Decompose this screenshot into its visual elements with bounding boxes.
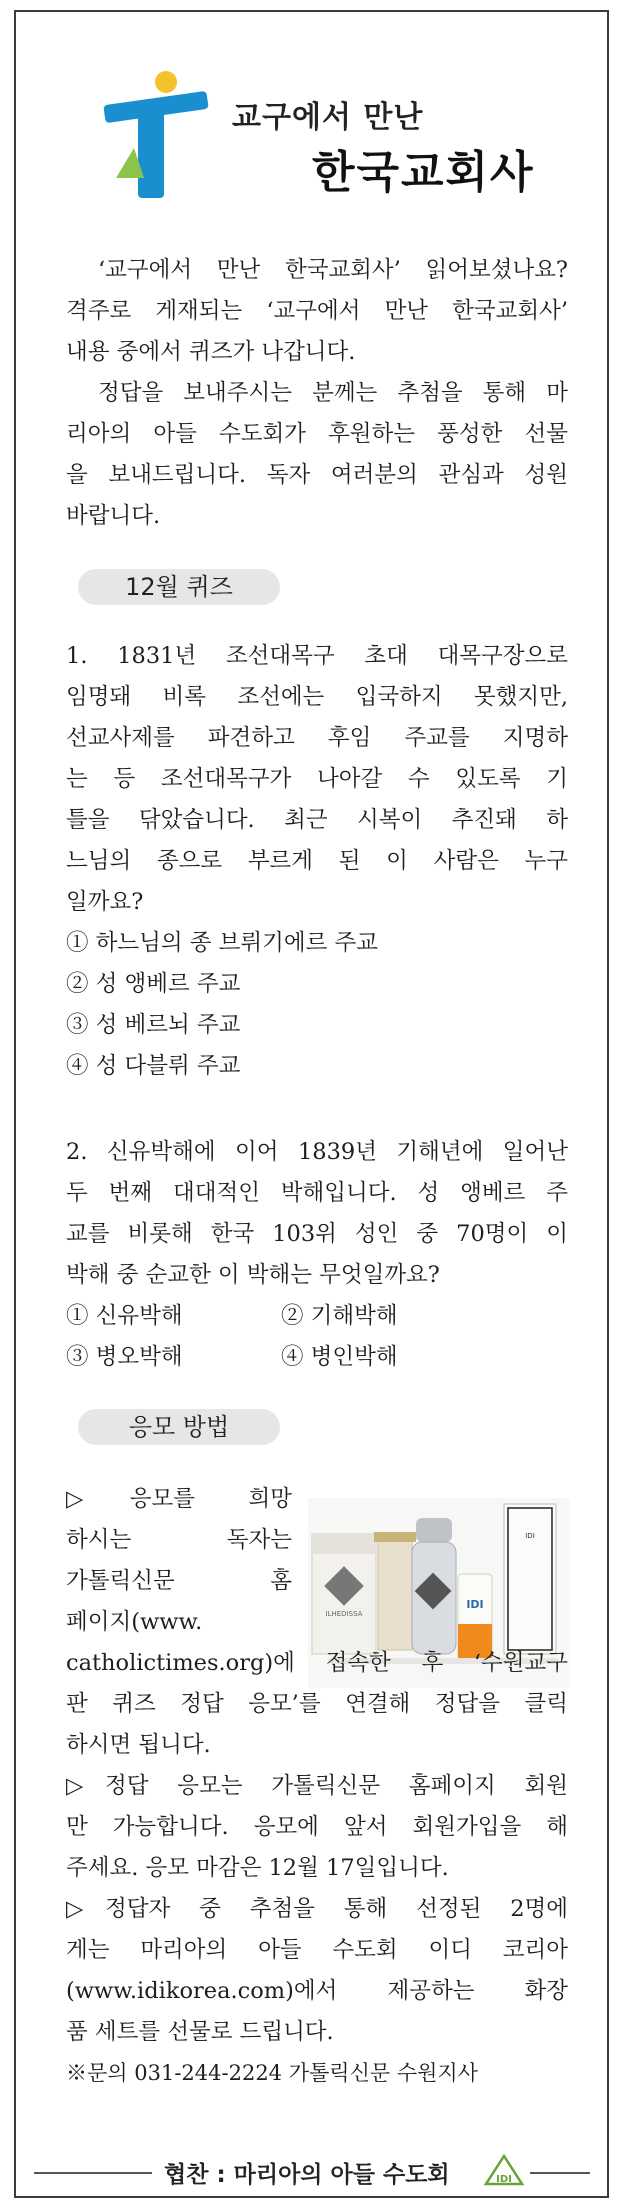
apply-line: ▷응모를 희망 — [66, 1486, 292, 1512]
sponsor-footer — [14, 2150, 609, 2196]
answer-option: ② 성 앵베르 주교 — [66, 971, 241, 997]
apply-section-label: 응모 방법 — [78, 1409, 280, 1445]
tube-label: IDI — [466, 1598, 484, 1611]
question-line: 는 등 조선대목구가 나아갈 수 있도록 기 — [66, 766, 568, 792]
text-line: 리아의 아들 수도회가 후원하는 풍성한 선물 — [66, 421, 568, 447]
quiz-section-label: 12월 퀴즈 — [78, 569, 280, 605]
answer-option: ② 기해박해 — [281, 1303, 398, 1329]
question-line: 박해 중 순교한 이 박해는 무엇일까요? — [66, 1262, 440, 1288]
text-line: 을 보내드립니다. 독자 여러분의 관심과 성원 — [66, 462, 568, 488]
apply-narrow-text — [66, 1479, 292, 1643]
idi-logo-icon — [484, 2154, 524, 2192]
apply-line: (www.idikorea.com)에서 제공하는 화장 — [66, 1978, 568, 2004]
text-line: 정답을 보내주시는 분께는 추첨을 통해 마 — [98, 380, 568, 406]
apply-line: 판 퀴즈 정답 응모’를 연결해 정답을 클릭 — [66, 1691, 568, 1717]
intro-paragraph-2 — [66, 373, 568, 537]
answer-option: ④ 병인박해 — [281, 1344, 398, 1370]
question-line: 선교사제를 파견하고 후임 주교를 지명하 — [66, 725, 568, 751]
footer-rule-right — [530, 2172, 590, 2174]
answer-option: ④ 성 다블뤼 주교 — [66, 1053, 241, 1079]
quiz-question-1 — [66, 636, 568, 1087]
question-line: 교를 비롯해 한국 103위 성인 중 70명이 이 — [66, 1221, 568, 1247]
apply-line: 만 가능합니다. 응모에 앞서 회원가입을 해 — [66, 1814, 568, 1840]
question-line: 느님의 종으로 부르게 된 이 사람은 누구 — [66, 848, 568, 874]
tall-box-label: IDI — [525, 1532, 535, 1540]
apply-text — [66, 1643, 568, 2094]
question-line: 틀을 닦았습니다. 최근 시복이 추진돼 하 — [66, 807, 568, 833]
question-line: 두 번째 대대적인 박해입니다. 성 앵베르 주 — [66, 1180, 568, 1206]
apply-line: 품 세트를 선물로 드립니다. — [66, 2019, 334, 2045]
question-line: 일까요? — [66, 889, 144, 915]
footer-rule-left — [34, 2172, 152, 2174]
apply-line: 게는 마리아의 아들 수도회 이디 코리아 — [66, 1937, 568, 1963]
apply-line: 주세요. 응모 마감은 12월 17일입니다. — [66, 1855, 449, 1881]
contact-line: ※문의 031-244-2224 가톨릭신문 수원지사 — [66, 2061, 478, 2085]
question-line: 1. 1831년 조선대목구 초대 대목구장으로 — [66, 643, 568, 669]
answer-option: ① 신유박해 — [66, 1303, 183, 1329]
apply-line: ▷정답자 중 추첨을 통해 선정된 2명에 — [66, 1896, 568, 1922]
quiz-question-2 — [66, 1132, 568, 1378]
text-line: 바랍니다. — [66, 503, 161, 529]
question-line: 2. 신유박해에 이어 1839년 기해년에 일어난 — [66, 1139, 568, 1165]
footer-mark-label: IDI — [496, 2174, 512, 2185]
text-line: 격주로 게재되는 ‘교구에서 만난 한국교회사’ — [66, 298, 568, 324]
apply-line: 하시는 독자는 — [66, 1527, 292, 1553]
apply-line: ▷정답 응모는 가톨릭신문 홈페이지 회원 — [66, 1773, 568, 1799]
apply-line: 페이지(www. — [66, 1609, 203, 1635]
question-line: 임명돼 비록 조선에는 입국하지 못했지만, — [66, 684, 568, 710]
answer-option: ① 하느님의 종 브뤼기에르 주교 — [66, 930, 378, 956]
cross-logo-icon — [96, 70, 216, 200]
text-line: ‘교구에서 만난 한국교회사’ 읽어보셨나요? — [98, 257, 568, 283]
apply-line: catholictimes.org)에 접속한 후 ‘수원교구 — [66, 1650, 568, 1676]
apply-line: 가톨릭신문 홈 — [66, 1568, 292, 1594]
text-line: 내용 중에서 퀴즈가 나갑니다. — [66, 339, 356, 365]
header-title-big: 한국교회사 — [312, 147, 535, 198]
intro-paragraph-1 — [66, 250, 568, 373]
apply-line: 하시면 됩니다. — [66, 1732, 211, 1758]
answer-option: ③ 병오박해 — [66, 1344, 183, 1370]
product-box-label: ILHEDISSA — [325, 1610, 363, 1618]
header-title-small: 교구에서 만난 — [232, 100, 424, 135]
options-row — [66, 1337, 568, 1378]
answer-option: ③ 성 베르뇌 주교 — [66, 1012, 241, 1038]
sponsor-text: 협찬 : 마리아의 아들 수도회 — [164, 2162, 450, 2188]
options-row — [66, 1296, 568, 1337]
